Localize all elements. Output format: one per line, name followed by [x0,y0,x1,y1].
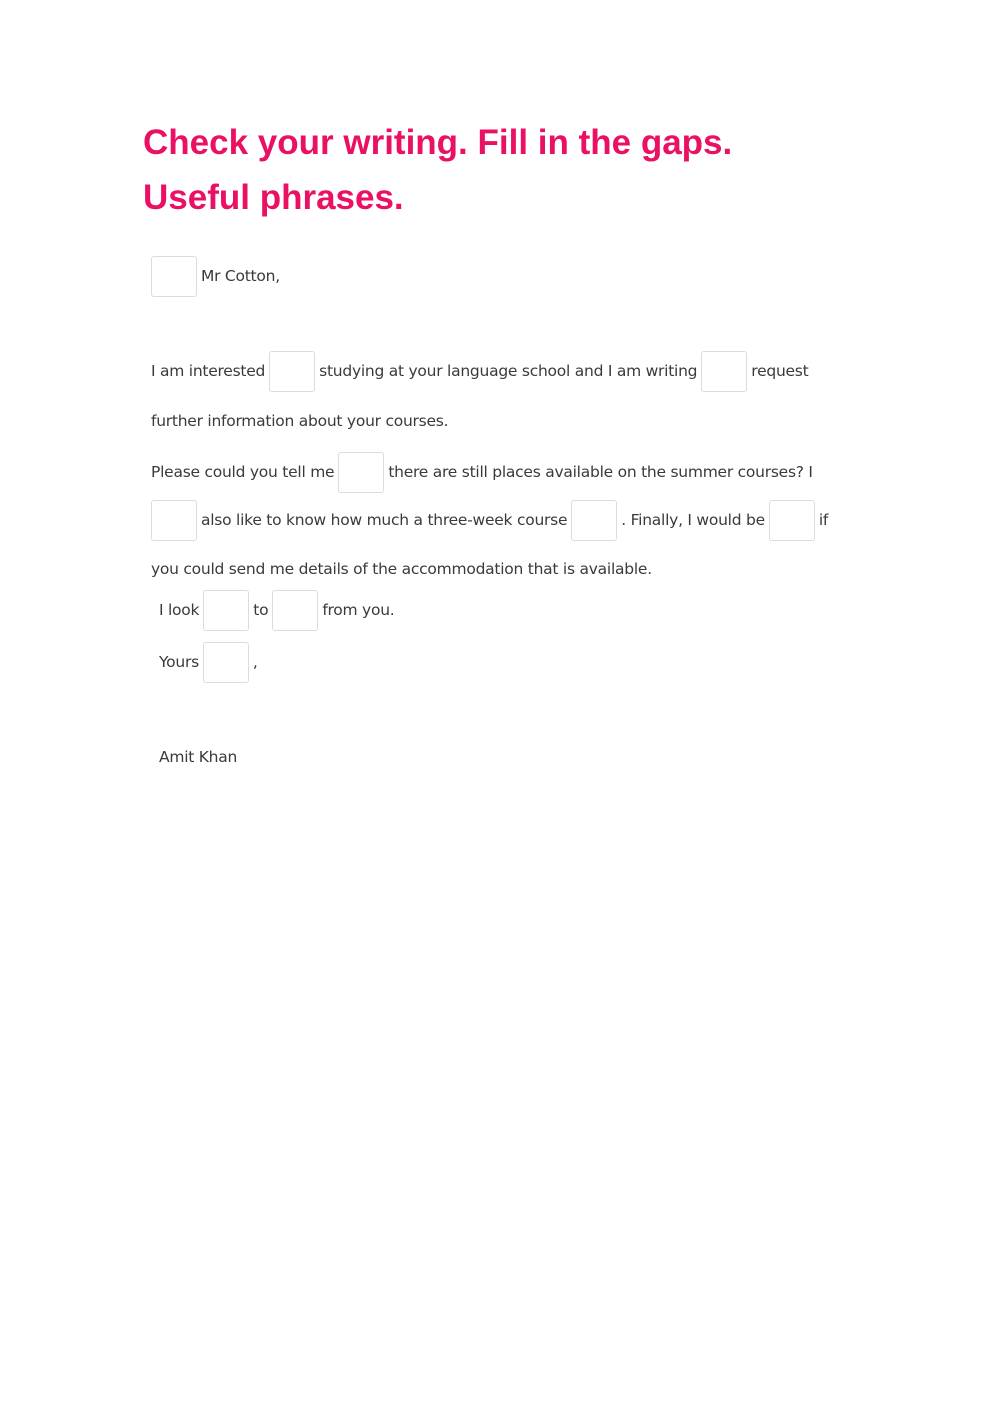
paragraph-1-line-2: further information about your courses. [151,412,449,430]
paragraph-2-line-3: you could send me details of the accommodation that is available. [151,560,652,578]
gap-input-3[interactable] [701,351,747,392]
gap-input-5[interactable] [151,500,197,541]
text-segment: I am interested [151,362,266,380]
salutation-line [151,255,280,297]
text-segment: from you. [322,601,395,619]
gap-input-10[interactable] [203,642,249,683]
text-segment: , [252,653,258,671]
signoff-line [159,641,258,683]
gap-input-1[interactable] [151,256,197,297]
gap-input-4[interactable] [338,452,384,493]
salutation-text: Mr Cotton, [201,267,280,285]
gap-input-2[interactable] [269,351,315,392]
paragraph-1-line-1 [151,350,808,392]
text-segment: Please could you tell me [151,463,335,481]
signature-name: Amit Khan [159,748,238,766]
gap-input-8[interactable] [203,590,249,631]
text-segment: to [253,601,269,619]
text-segment: I look [159,601,200,619]
gap-input-9[interactable] [272,590,318,631]
text-segment: also like to know how much a three-week course [201,511,568,529]
closing-line [159,589,394,631]
paragraph-2-line-1 [151,451,813,493]
worksheet-title: Check your writing. Fill in the gaps. [143,123,733,162]
gap-input-6[interactable] [571,500,617,541]
text-segment: . Finally, I would be [621,511,765,529]
text-segment: if [818,511,829,529]
text-segment: studying at your language school and I am writing [319,362,698,380]
worksheet-subtitle: Useful phrases. [143,178,404,217]
paragraph-2-line-2 [151,499,828,541]
text-segment: request [751,362,809,380]
text-segment: Yours [159,653,199,671]
gap-input-7[interactable] [769,500,815,541]
text-segment: there are still places available on the summer courses? I [388,463,813,481]
